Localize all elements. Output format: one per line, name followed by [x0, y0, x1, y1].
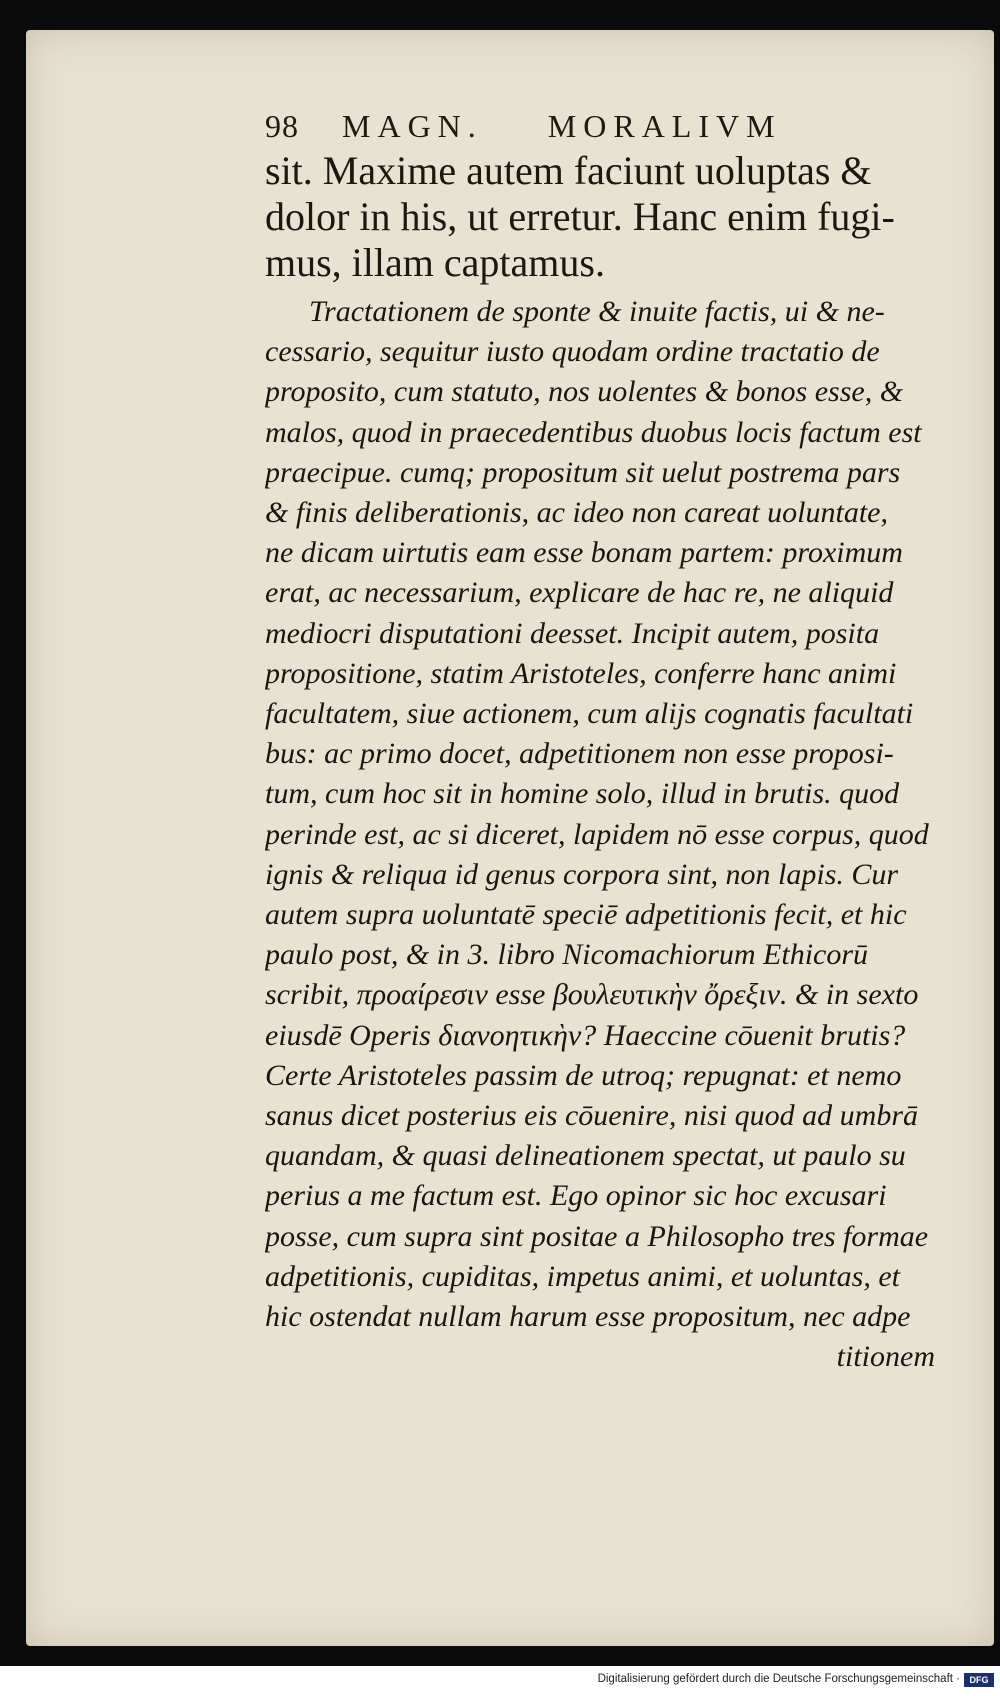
commentary-line: adpetitionis, cupiditas, impetus animi, et uoluntas, et — [265, 1259, 900, 1293]
dfg-logo: DFG — [964, 1673, 994, 1687]
commentary-line: tum, cum hoc sit in homine solo, illud in brutis. quod — [265, 777, 900, 811]
commentary-line: paulo post, & in 3. libro Nicomachiorum Ethicorū — [265, 938, 869, 972]
catchword: titionem — [836, 1340, 935, 1374]
commentary-line: propositione, statim Aristoteles, conferre hanc animi — [265, 656, 897, 690]
commentary-line: hic ostendat nullam harum esse propositum, nec adpe — [265, 1300, 911, 1334]
commentary-line: ne dicam uirtutis eam esse bonam partem: proximum — [265, 536, 903, 570]
commentary-line: perinde est, ac si diceret, lapidem nō esse corpus, quod — [265, 817, 929, 851]
commentary-line: malos, quod in praecedentibus duobus locis factum est — [265, 415, 922, 449]
commentary-line: perius a me factum est. Ego opinor sic hoc excusari — [265, 1179, 887, 1213]
commentary-line: facultatem, siue actionem, cum alijs cognatis facultati — [265, 697, 914, 731]
commentary-line: bus: ac primo docet, adpetitionem non esse proposi- — [265, 737, 894, 771]
commentary-line: & finis deliberationis, ac ideo non careat uoluntate, — [265, 496, 888, 530]
commentary-line: autem supra uoluntatē speciē adpetitionis fecit, et hic — [265, 898, 907, 932]
lead-text-block — [265, 148, 935, 286]
page-number: 98 — [265, 108, 299, 144]
commentary-line: sanus dicet posterius eis cōuenire, nisi quod ad umbrā — [265, 1099, 919, 1133]
funding-credit: Digitalisierung gefördert durch die Deutsche Forschungsgemeinschaft · — [597, 1673, 960, 1685]
running-head-left: MAGN. — [342, 108, 483, 144]
commentary-line: praecipue. cumq; propositum sit uelut postrema pars — [265, 455, 901, 489]
commentary-block — [265, 292, 935, 1377]
commentary-line: eiusdē Operis διανοητικὴν? Haeccine cōuenit brutis? — [265, 1018, 906, 1052]
commentary-line: Tractationem de sponte & inuite factis, ui & ne- — [309, 295, 885, 328]
commentary-line: mediocri disputationi deesset. Incipit autem, posita — [265, 616, 880, 650]
commentary-line: erat, ac necessarium, explicare de hac re, ne aliquid — [265, 576, 894, 610]
commentary-line: ignis & reliqua id genus corpora sint, non lapis. Cur — [265, 857, 899, 891]
commentary-line: cessario, sequitur iusto quodam ordine tractatio de — [265, 335, 880, 369]
lead-line: mus, illam captamus. — [265, 240, 605, 285]
commentary-line: posse, cum supra sint positae a Philosopho tres formae — [265, 1219, 929, 1253]
commentary-line: quandam, & quasi delineationem spectat, ut paulo su — [265, 1139, 906, 1173]
lead-line: sit. Maxime autem faciunt uoluptas & — [265, 148, 872, 193]
running-head — [265, 108, 855, 145]
running-head-right: MORALIVM — [547, 108, 782, 144]
commentary-line: Certe Aristoteles passim de utroq; repugnat: et nemo — [265, 1058, 902, 1092]
commentary-line: scribit, προαίρεσιν esse βουλευτικὴν ὄρεξιν. & in sexto — [265, 978, 919, 1012]
commentary-line: proposito, cum statuto, nos uolentes & bonos esse, & — [265, 375, 904, 409]
lead-line: dolor in his, ut erretur. Hanc enim fugi- — [265, 194, 895, 239]
